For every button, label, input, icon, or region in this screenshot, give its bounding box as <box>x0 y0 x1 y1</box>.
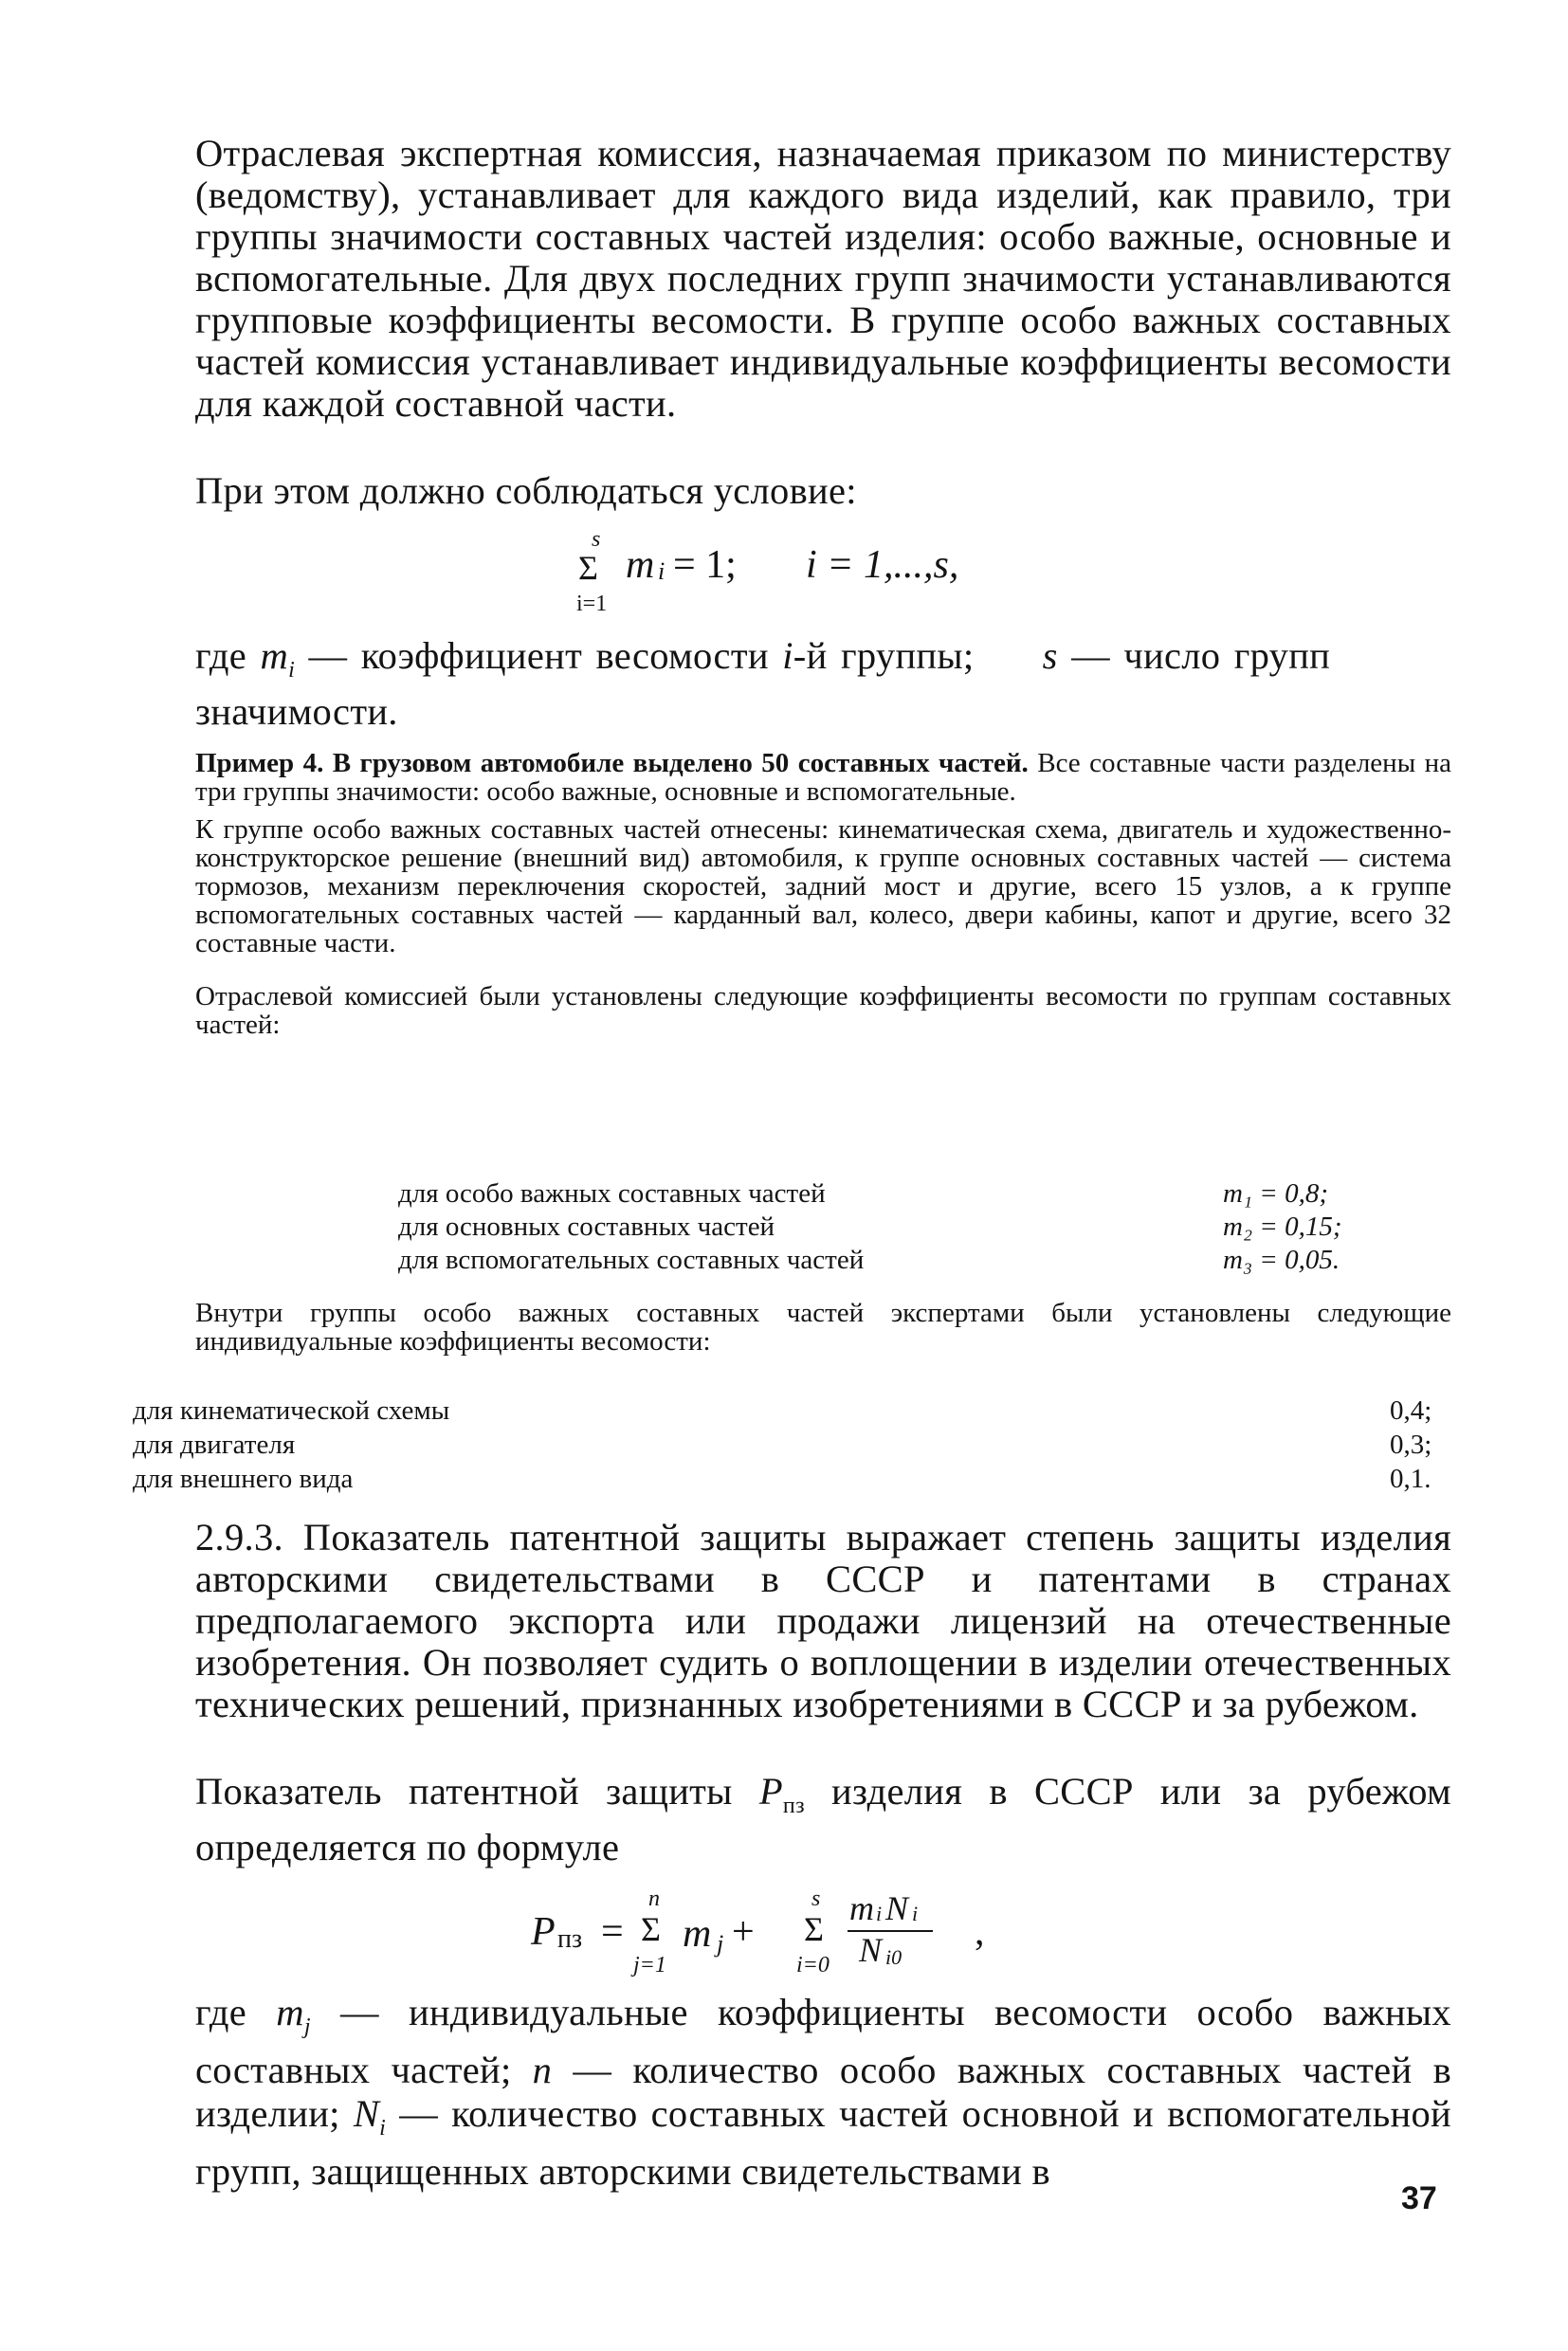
patent-definitions <box>195 1991 1451 2194</box>
group-label: для особо важных составных частей <box>398 1178 826 1209</box>
formula2-lhs: P <box>531 1910 556 1954</box>
example-groups-paragraph: К группе особо важных составных частей отнесены: кинематическая схема, двигатель и художественно-конструкторское решение (внешний вид) автомобиля, к группе основных составных частей — система тормозов, механизм переключения скоростей, задний мост и другие, всего 15 узлов, а к группе вспомогательных составных частей — карданный вал, колесо, двери кабины, капот и другие, всего 32 составные части. <box>195 814 1451 958</box>
group-value: m₂ = 0,15; <box>1223 1212 1342 1242</box>
group-label: для вспомогательных составных частей <box>398 1245 865 1275</box>
group-label: для основных составных частей <box>398 1212 775 1242</box>
formula1-rhs: = 1; <box>673 543 737 587</box>
group-value: m₁ = 0,8; <box>1223 1178 1329 1209</box>
example-commission-paragraph: Отраслевой комиссией были установлены следующие коэффициенты весомости по группам составных частей: <box>195 981 1451 1040</box>
individual-label: для кинематической схемы <box>133 1395 450 1426</box>
formula1-sub: i <box>658 557 665 585</box>
patent-formula-intro <box>195 1771 1451 1868</box>
formula-patent: P пз = n Σ j=1 m j + s Σ i=0 m i N i N i0 , <box>531 1886 985 1977</box>
definition-paragraph <box>195 635 1451 733</box>
individual-label: для внешнего вида <box>133 1464 354 1494</box>
experts-text: Внутри группы особо важных составных частей экспертами были установлены следующие индивидуальные коэффициенты весомости: <box>195 1298 1451 1357</box>
patent-formula-intro-text: Показатель патентной защиты $P_{пз}$ изделия в СССР или за рубежом определяется по формуле <box>195 1770 1451 1869</box>
commission-paragraph: Отраслевая экспертная комиссия, назначаемая приказом по министерству (ведомству), устанавливает для каждого вида изделий, как правило, три группы значимости составных частей изделия: особо важные, основные и вспомогательные. Для двух последних групп значимости устанавливаются групповые коэффициенты весомости. В группе особо важных составных частей комиссия устанавливает индивидуальные коэффициенты весомости для каждой составной части. <box>195 132 1451 425</box>
individual-value: 0,1. <box>1390 1464 1431 1494</box>
individual-label: для двигателя <box>133 1430 296 1460</box>
formula1-upper: s <box>592 527 601 552</box>
formula1-lower: i=1 <box>576 592 608 616</box>
page-number: 37 <box>1401 2180 1437 2216</box>
formula1-sigma: Σ <box>578 549 598 587</box>
patent-section-text: 2.9.3. Показатель патентной защиты выражает степень защиты изделия авторскими свидетельствами в СССР и патентами в странах предполагаемого экспорта или продажи лицензий на отечественные изобретения. Он позволяет судить о воплощении в изделии отечественных технических решений, признанных изобретениями в СССР и за рубежом. <box>195 1516 1451 1725</box>
condition-text: При этом должно соблюдаться условие: <box>195 469 857 512</box>
patent-definitions-text: где $m_j$ — индивидуальные коэффициенты весомости особо важных составных частей; n — количество особо важных составных частей в изделии; $N_i$ — количество составных частей основной и вспомогательной групп, защищенных авторскими свидетельствами в <box>195 1991 1451 2194</box>
condition-line <box>195 470 1048 512</box>
example-label: Пример 4. <box>195 748 324 778</box>
experts-paragraph <box>195 1299 1451 1356</box>
definition-text: где $m_i$ — коэффициент весомости i-й группы; s — число групп значимости. <box>195 634 1331 734</box>
formula1-range: i = 1,...,s, <box>806 543 959 587</box>
patent-section <box>195 1517 1451 1725</box>
individual-value: 0,4; <box>1390 1395 1432 1426</box>
example-block <box>195 749 1451 1039</box>
group-value: m₃ = 0,05. <box>1223 1245 1340 1275</box>
intro-paragraph <box>195 133 1451 425</box>
example-intro: Пример 4. В грузовом автомобиле выделено 50 составных частей. Все составные части разделены на три группы значимости: особо важные, основные и вспомогательные. <box>195 748 1451 807</box>
formula1-body: m <box>626 543 655 587</box>
individual-value: 0,3; <box>1390 1430 1432 1460</box>
